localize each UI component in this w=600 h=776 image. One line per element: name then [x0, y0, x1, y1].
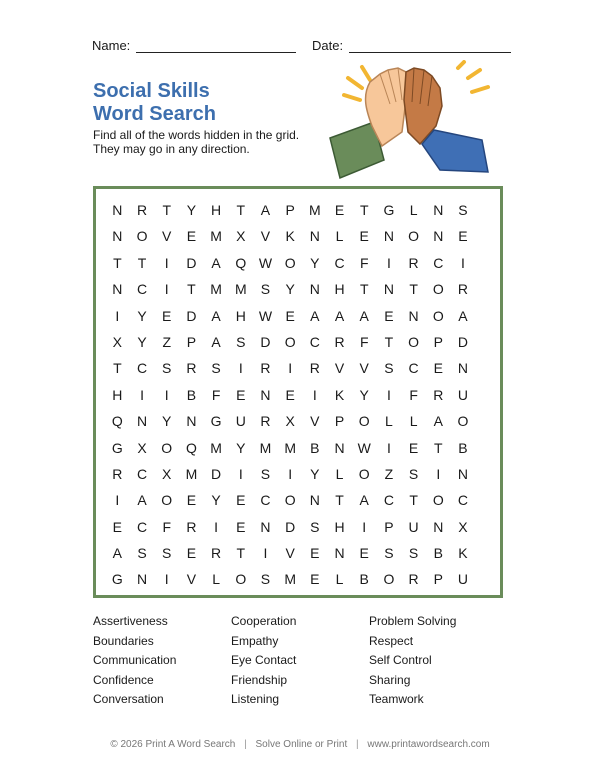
- grid-cell[interactable]: R: [186, 360, 197, 377]
- grid-cell[interactable]: E: [236, 492, 246, 509]
- grid-cell[interactable]: N: [186, 413, 197, 430]
- grid-cell[interactable]: N: [309, 281, 320, 298]
- grid-cell[interactable]: V: [310, 413, 320, 430]
- grid-cell[interactable]: E: [310, 571, 320, 588]
- grid-cell[interactable]: O: [457, 413, 469, 430]
- grid-cell[interactable]: N: [112, 228, 123, 245]
- grid-cell[interactable]: I: [362, 518, 367, 535]
- footer-copyright: © 2026 Print A Word Search: [110, 739, 236, 750]
- grid-cell[interactable]: E: [285, 386, 295, 403]
- grid-cell[interactable]: T: [409, 281, 418, 298]
- grid-cell[interactable]: B: [458, 439, 468, 456]
- grid-cell[interactable]: A: [334, 307, 345, 324]
- grid-cell[interactable]: I: [214, 518, 219, 535]
- grid-cell[interactable]: S: [260, 465, 271, 482]
- word-list-item: Conversation: [93, 692, 164, 706]
- grid-cell[interactable]: R: [408, 571, 419, 588]
- grid-cell[interactable]: I: [288, 465, 293, 482]
- grid-cell[interactable]: H: [334, 518, 345, 535]
- word-list-item: Listening: [231, 692, 280, 706]
- grid-cell[interactable]: S: [137, 545, 147, 562]
- word-list-item: Eye Contact: [231, 653, 297, 667]
- grid-cell[interactable]: D: [186, 307, 197, 324]
- instructions-line-1: Find all of the words hidden in the grid.: [93, 128, 300, 142]
- grid-cell[interactable]: A: [310, 307, 320, 324]
- grid-cell[interactable]: A: [137, 492, 147, 509]
- grid-cell[interactable]: A: [211, 333, 221, 350]
- grid-cell[interactable]: D: [211, 465, 222, 482]
- grid-cell[interactable]: C: [136, 518, 148, 535]
- grid-cell[interactable]: S: [211, 360, 221, 377]
- grid-cell[interactable]: D: [186, 254, 197, 271]
- grid-cell[interactable]: A: [433, 413, 443, 430]
- grid-cell[interactable]: D: [285, 518, 296, 535]
- grid-cell[interactable]: M: [259, 439, 272, 456]
- grid-cell[interactable]: E: [236, 518, 246, 535]
- title-line-1: Social Skills: [93, 80, 210, 102]
- grid-cell[interactable]: L: [212, 571, 220, 588]
- grid-cell[interactable]: L: [409, 202, 418, 218]
- name-field[interactable]: [92, 38, 296, 53]
- grid-cell[interactable]: A: [260, 202, 271, 218]
- grid-cell[interactable]: C: [433, 254, 444, 271]
- grid-cell[interactable]: R: [309, 360, 320, 377]
- grid-cell[interactable]: Y: [211, 492, 221, 509]
- grid-cell[interactable]: V: [260, 228, 271, 245]
- grid-cell[interactable]: Y: [236, 439, 246, 456]
- grid-cell[interactable]: E: [310, 545, 320, 562]
- grid-cell[interactable]: F: [409, 386, 418, 403]
- grid-cell[interactable]: L: [409, 413, 418, 430]
- grid-cell[interactable]: L: [335, 228, 344, 245]
- grid-cell[interactable]: N: [309, 228, 320, 245]
- grid-cell[interactable]: S: [260, 281, 271, 298]
- word-list-item: Self Control: [369, 653, 432, 667]
- grid-cell[interactable]: Z: [162, 333, 171, 350]
- grid-cell[interactable]: Y: [137, 333, 147, 350]
- grid-cell[interactable]: P: [433, 571, 443, 588]
- grid-cell[interactable]: N: [260, 518, 271, 535]
- grid-cell[interactable]: V: [162, 228, 172, 245]
- grid-cell[interactable]: I: [386, 386, 391, 403]
- grid-cell[interactable]: U: [457, 386, 469, 403]
- grid-cell[interactable]: E: [285, 307, 295, 324]
- grid-cell[interactable]: R: [136, 202, 148, 218]
- grid-cell[interactable]: B: [433, 545, 443, 562]
- grid-cell[interactable]: C: [309, 333, 320, 350]
- page-title: [93, 80, 216, 126]
- grid-cell[interactable]: E: [458, 228, 468, 245]
- grid-cell[interactable]: I: [164, 281, 169, 298]
- grid-cell[interactable]: C: [136, 281, 148, 298]
- word-list-item: Problem Solving: [369, 614, 457, 628]
- grid-cell[interactable]: T: [359, 281, 369, 298]
- footer-link-solve[interactable]: Solve Online or Print: [255, 739, 348, 750]
- grid-cell[interactable]: C: [260, 492, 271, 509]
- grid-cell[interactable]: Y: [359, 386, 369, 403]
- footer-separator-1: |: [244, 739, 247, 750]
- grid-cell[interactable]: N: [433, 228, 444, 245]
- grid-cell[interactable]: O: [383, 571, 395, 588]
- grid-cell[interactable]: M: [210, 439, 222, 456]
- grid-cell[interactable]: N: [112, 281, 123, 298]
- grid-cell[interactable]: E: [334, 202, 345, 218]
- grid-cell[interactable]: Y: [137, 307, 147, 324]
- grid-cell[interactable]: T: [236, 202, 246, 218]
- word-list-item: Cooperation: [231, 614, 297, 628]
- grid-cell[interactable]: T: [113, 360, 122, 377]
- grid-cell[interactable]: X: [162, 465, 172, 482]
- grid-cell[interactable]: L: [335, 571, 344, 588]
- grid-cell[interactable]: B: [186, 386, 197, 403]
- grid-cell[interactable]: M: [234, 281, 247, 298]
- grid-cell[interactable]: K: [334, 386, 345, 403]
- word-list-item: Friendship: [231, 672, 288, 687]
- grid-cell[interactable]: Q: [235, 254, 247, 271]
- grid-cell[interactable]: H: [112, 386, 123, 403]
- grid-cell[interactable]: S: [162, 360, 172, 377]
- grid-cell[interactable]: C: [136, 465, 148, 482]
- grid-cell[interactable]: S: [236, 333, 246, 350]
- grid-cell[interactable]: S: [384, 360, 394, 377]
- grid-cell[interactable]: R: [334, 333, 345, 350]
- grid-cell[interactable]: O: [432, 307, 444, 324]
- grid-cell[interactable]: E: [359, 228, 369, 245]
- grid-cell[interactable]: R: [408, 254, 419, 271]
- footer: [0, 739, 600, 750]
- grid-cell[interactable]: F: [211, 386, 221, 403]
- grid-cell[interactable]: A: [211, 307, 221, 324]
- grid-cell[interactable]: T: [187, 281, 196, 298]
- grid-cell[interactable]: I: [164, 254, 169, 271]
- grid-cell[interactable]: I: [312, 386, 317, 403]
- grid-cell[interactable]: N: [112, 202, 123, 218]
- grid-cell[interactable]: T: [162, 202, 171, 218]
- grid-cell[interactable]: N: [457, 360, 469, 377]
- grid-cell[interactable]: S: [260, 571, 271, 588]
- grid-cell[interactable]: N: [136, 413, 148, 430]
- word-list-item: Assertiveness: [93, 614, 168, 628]
- grid-cell[interactable]: M: [309, 202, 321, 218]
- instructions-line-2: They may go in any direction.: [93, 142, 250, 156]
- grid-cell[interactable]: B: [310, 439, 320, 456]
- grid-cell[interactable]: G: [383, 202, 395, 218]
- grid-cell[interactable]: O: [161, 439, 173, 456]
- grid-cell[interactable]: U: [235, 413, 246, 430]
- grid-cell[interactable]: G: [111, 439, 123, 456]
- grid-cell[interactable]: R: [112, 465, 123, 482]
- grid-cell[interactable]: U: [408, 518, 419, 535]
- grid-cell[interactable]: I: [115, 492, 120, 509]
- grid-cell[interactable]: H: [235, 307, 246, 324]
- grid-cell[interactable]: O: [408, 228, 420, 245]
- grid-cell[interactable]: N: [334, 439, 345, 456]
- word-column: [369, 612, 509, 710]
- grid-cell[interactable]: N: [136, 571, 148, 588]
- grid-cell[interactable]: L: [385, 413, 393, 430]
- grid-cell[interactable]: O: [284, 333, 296, 350]
- word-search-grid: [93, 186, 503, 598]
- grid-cell[interactable]: A: [359, 307, 369, 324]
- grid-cell[interactable]: Q: [185, 439, 197, 456]
- grid-cell[interactable]: E: [186, 228, 197, 245]
- grid-cell[interactable]: X: [137, 439, 147, 456]
- grid-cell[interactable]: T: [434, 439, 443, 456]
- grid-cell[interactable]: E: [186, 492, 197, 509]
- grid-cell[interactable]: E: [433, 360, 443, 377]
- grid-cell[interactable]: Y: [310, 465, 320, 482]
- grid-cell[interactable]: I: [288, 360, 293, 377]
- grid-cell[interactable]: F: [359, 333, 369, 350]
- grid-cell[interactable]: E: [384, 307, 394, 324]
- grid-cell[interactable]: Y: [186, 202, 197, 218]
- grid-cell[interactable]: V: [359, 360, 369, 377]
- grid-cell[interactable]: P: [186, 333, 197, 350]
- grid-cell[interactable]: P: [334, 413, 345, 430]
- grid-cell[interactable]: I: [386, 254, 391, 271]
- grid-cell[interactable]: N: [260, 386, 271, 403]
- footer-separator-2: |: [356, 739, 359, 750]
- grid-cell[interactable]: E: [162, 307, 172, 324]
- word-column: [93, 612, 231, 710]
- grid-cell[interactable]: N: [309, 492, 320, 509]
- grid-cell[interactable]: U: [457, 571, 469, 588]
- grid-cell[interactable]: I: [436, 465, 441, 482]
- grid-cell[interactable]: Y: [310, 254, 320, 271]
- grid-cell[interactable]: H: [211, 202, 222, 218]
- grid-cell[interactable]: H: [334, 281, 345, 298]
- grid-cell[interactable]: W: [258, 254, 273, 271]
- grid-cell[interactable]: E: [112, 518, 123, 535]
- grid-cell[interactable]: N: [334, 545, 345, 562]
- grid-cell[interactable]: I: [140, 386, 144, 403]
- grid-cell[interactable]: O: [284, 254, 296, 271]
- grid-cell[interactable]: K: [285, 228, 295, 245]
- grid-cell[interactable]: V: [285, 545, 295, 562]
- grid-cell[interactable]: R: [457, 281, 469, 298]
- grid-cell[interactable]: N: [408, 307, 419, 324]
- grid-cell[interactable]: I: [263, 545, 268, 562]
- grid-cell[interactable]: I: [164, 571, 169, 588]
- grid-cell[interactable]: M: [210, 228, 222, 245]
- grid-cell[interactable]: A: [458, 307, 468, 324]
- grid-cell[interactable]: O: [284, 492, 296, 509]
- grid-cell[interactable]: N: [433, 202, 444, 218]
- word-column: [231, 612, 369, 710]
- name-label: Name:: [92, 38, 131, 53]
- title-line-2: Word Search: [93, 103, 216, 125]
- grid-cell[interactable]: O: [358, 465, 370, 482]
- grid-cell[interactable]: S: [408, 465, 419, 482]
- grid-cell[interactable]: I: [461, 254, 465, 271]
- grid-cell[interactable]: T: [384, 333, 394, 350]
- grid-cell[interactable]: T: [335, 492, 344, 509]
- grid-cell[interactable]: I: [164, 386, 169, 403]
- grid-cell[interactable]: S: [384, 545, 394, 562]
- grid-cell[interactable]: E: [186, 545, 197, 562]
- grid-cell[interactable]: Q: [111, 413, 123, 430]
- grid-cell[interactable]: C: [457, 492, 469, 509]
- grid-cell[interactable]: Z: [384, 465, 394, 482]
- grid-cell[interactable]: E: [408, 439, 419, 456]
- grid-cell[interactable]: O: [235, 571, 247, 588]
- grid-cell[interactable]: I: [115, 307, 120, 324]
- grid-cell[interactable]: C: [334, 254, 345, 271]
- grid-cell[interactable]: M: [284, 439, 296, 456]
- grid-cell[interactable]: I: [238, 360, 243, 377]
- grid-cell[interactable]: F: [162, 518, 171, 535]
- grid-cell[interactable]: X: [458, 518, 468, 535]
- grid-cell[interactable]: L: [335, 465, 344, 482]
- word-list: [93, 612, 513, 710]
- grid-cell[interactable]: M: [185, 465, 198, 482]
- footer-link-site[interactable]: www.printawordsearch.com: [367, 739, 490, 750]
- grid-cell[interactable]: Y: [285, 281, 295, 298]
- grid-cell[interactable]: A: [112, 545, 123, 562]
- instructions: [93, 128, 299, 156]
- word-list-item: Sharing: [369, 672, 411, 687]
- grid-cell[interactable]: E: [236, 386, 246, 403]
- grid-cell[interactable]: T: [236, 545, 246, 562]
- grid-cell[interactable]: O: [432, 492, 444, 509]
- grid-cell[interactable]: O: [408, 333, 420, 350]
- grid-cell[interactable]: I: [238, 465, 243, 482]
- grid-cell[interactable]: T: [137, 254, 147, 271]
- grid-cell[interactable]: D: [260, 333, 271, 350]
- grid-cell[interactable]: S: [408, 545, 419, 562]
- grid-cell[interactable]: S: [310, 518, 320, 535]
- grid-cell[interactable]: O: [432, 281, 444, 298]
- grid-cell[interactable]: F: [359, 254, 369, 271]
- word-list-item: Communication: [93, 653, 177, 667]
- grid-cell[interactable]: G: [210, 413, 222, 430]
- grid-cell[interactable]: A: [359, 492, 369, 509]
- grid-cell[interactable]: P: [285, 202, 295, 218]
- high-five-icon: [322, 60, 497, 180]
- word-list-item: Teamwork: [369, 692, 424, 706]
- word-list-item: Empathy: [231, 633, 279, 648]
- grid-cell[interactable]: S: [162, 545, 172, 562]
- grid-cell[interactable]: R: [260, 360, 271, 377]
- grid-cell[interactable]: I: [386, 439, 391, 456]
- grid-cell[interactable]: P: [384, 518, 394, 535]
- grid-cell[interactable]: A: [211, 254, 221, 271]
- grid-cell[interactable]: X: [285, 413, 295, 430]
- grid-cell[interactable]: V: [186, 571, 197, 588]
- grid-cell[interactable]: O: [136, 228, 148, 245]
- grid-cell[interactable]: C: [136, 360, 148, 377]
- date-label: Date:: [312, 38, 344, 53]
- grid-cell[interactable]: T: [113, 254, 122, 271]
- grid-cell[interactable]: B: [359, 571, 369, 588]
- grid-cell[interactable]: M: [284, 571, 296, 588]
- grid-cell[interactable]: N: [383, 281, 394, 298]
- grid-cell[interactable]: R: [211, 545, 222, 562]
- grid-cell[interactable]: O: [358, 413, 370, 430]
- grid-cell[interactable]: R: [433, 386, 444, 403]
- grid-cell[interactable]: K: [458, 545, 468, 562]
- grid-cell[interactable]: Y: [162, 413, 172, 430]
- grid-cell[interactable]: R: [260, 413, 271, 430]
- grid-cell[interactable]: X: [236, 228, 246, 245]
- grid-cell[interactable]: P: [433, 333, 443, 350]
- letter-grid: [105, 197, 475, 593]
- name-line[interactable]: [136, 40, 296, 53]
- date-line[interactable]: [349, 40, 511, 53]
- grid-cell[interactable]: G: [111, 571, 123, 588]
- grid-cell[interactable]: C: [408, 360, 419, 377]
- grid-cell[interactable]: M: [210, 281, 222, 298]
- grid-cell[interactable]: E: [359, 545, 369, 562]
- grid-cell[interactable]: T: [409, 492, 418, 509]
- grid-cell[interactable]: W: [258, 307, 273, 324]
- grid-cell[interactable]: O: [161, 492, 173, 509]
- word-list-item: Respect: [369, 633, 414, 648]
- grid-cell[interactable]: X: [112, 333, 123, 350]
- grid-cell[interactable]: N: [433, 518, 444, 535]
- grid-cell[interactable]: R: [186, 518, 197, 535]
- date-field[interactable]: [312, 38, 511, 53]
- grid-cell[interactable]: N: [383, 228, 394, 245]
- grid-cell[interactable]: N: [457, 465, 469, 482]
- grid-cell[interactable]: W: [357, 439, 371, 456]
- word-list-item: Confidence: [93, 672, 154, 687]
- grid-cell[interactable]: D: [457, 333, 469, 350]
- grid-cell[interactable]: C: [383, 492, 394, 509]
- word-list-item: Boundaries: [93, 633, 154, 648]
- grid-cell[interactable]: T: [359, 202, 369, 218]
- grid-cell[interactable]: V: [334, 360, 345, 377]
- grid-cell[interactable]: S: [458, 202, 468, 218]
